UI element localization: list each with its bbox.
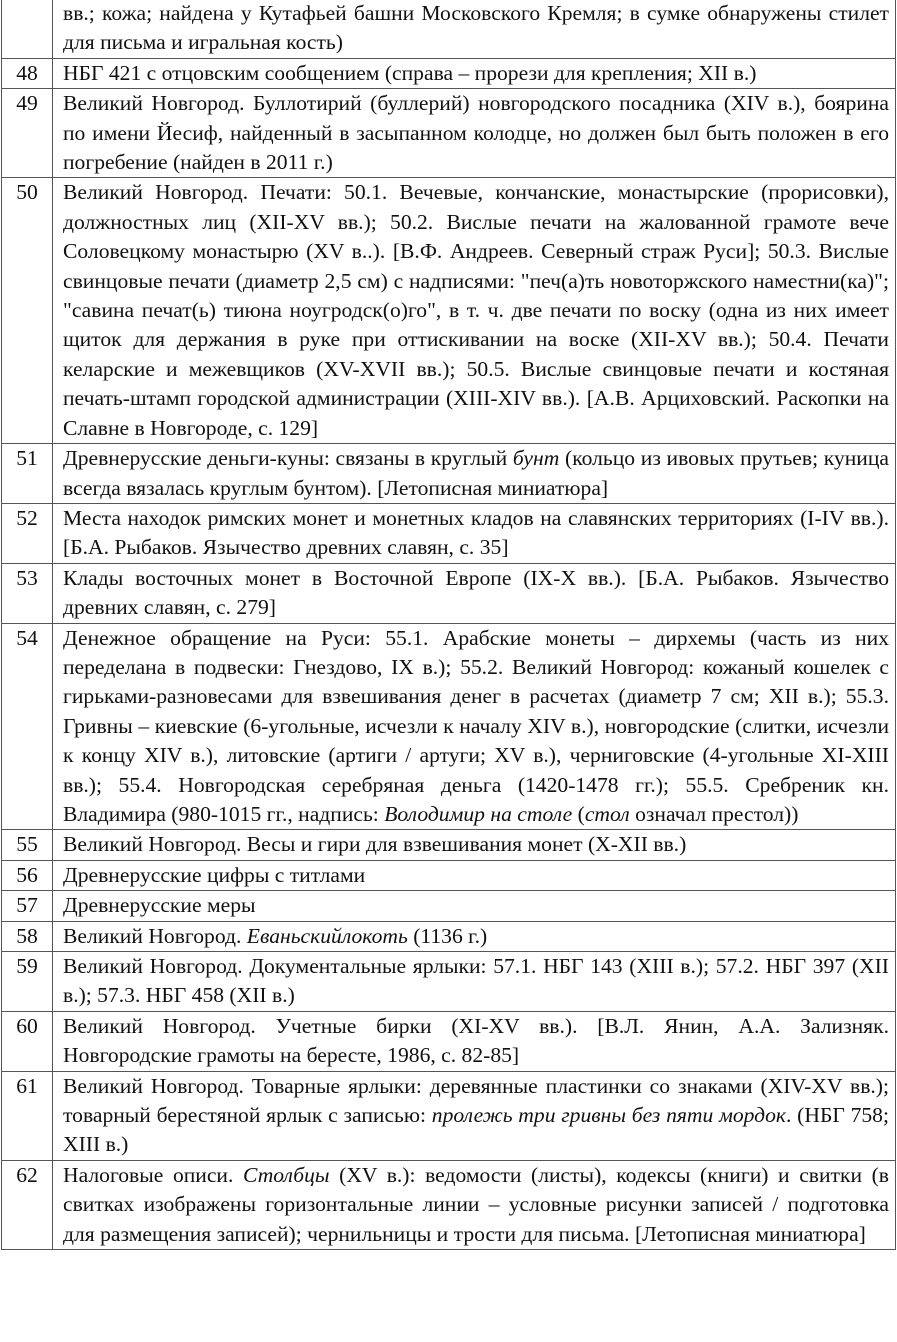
table-row [2,860,896,890]
description-cell [53,178,896,444]
row-number-cell: 58 [2,921,53,951]
description-cell [53,0,896,58]
description-text: ( [572,801,585,826]
italic-term: бунт [512,446,560,471]
description-text: (кольцо из ивовых прутьев; куница всегда вязалась круглым бунтом). [Летописная миниатюра] [63,446,889,500]
row-number-cell: 53 [2,563,53,623]
description-text: Денежное обращение на Руси: 55.1. Арабские монеты – дирхемы (часть из них переделана в подвески: Гнездово, IX в.); 55.2. Великий Новгород: кожаный кошелек с гирьками-разновесами для взвешивания денег в расчетах (диаметр 7 см; XII в.); 55.3. Гривны – киевские (6-угольные, исчезли к началу XIV в.), новгородские (слитки, исчезли к концу XIV в.), литовские (артиги / артуги; XV в.), черниговские (4-угольные XI-XIII вв.); 55.4. Новгородская серебряная деньга (1420-1478 гг.); 55.5. Сребреник кн. Владимира (980-1015 гг., надпись: [63,625,889,826]
row-number-cell: 52 [2,503,53,563]
description-text: Великий Новгород. Буллотирий (буллерий) новгородского посадника (XIV в.), боярина по имени Йесиф, найденный в засыпанном колодце, но должен был быть положен в его погребение (найден в 2011 г.) [63,91,889,175]
row-number-cell: 48 [2,58,53,88]
description-cell [53,623,896,830]
italic-term: пролежь три гривны без пяти мордок [431,1103,786,1128]
description-cell [53,503,896,563]
row-number-cell: 51 [2,444,53,504]
description-cell [53,860,896,890]
table-row [2,178,896,444]
description-cell [53,1011,896,1071]
description-text: Великий Новгород. Документальные ярлыки: 57.1. НБГ 143 (XIII в.); 57.2. НБГ 397 (XII в.); 57.3. НБГ 458 (XII в.) [63,954,889,1008]
row-number-cell: 56 [2,860,53,890]
table-row [2,58,896,88]
illustrations-table [1,0,896,1250]
description-text: Великий Новгород. Учетные бирки (XI-XV вв.). [В.Л. Янин, А.А. Зализняк. Новгородские грамоты на бересте, 1986, с. 82-85] [63,1013,889,1068]
description-text: Великий Новгород. Весы и гири для взвешивания монет (X-XII вв.) [63,832,687,857]
description-text: Великий Новгород. Печати: 50.1. Вечевые, кончанские, монастырские (прорисовки), должностных лиц (XII-XV вв.); 50.2. Вислые печати на жалованной грамоте вече Соловецкому монастырю (XV в..). [В.Ф. Андреев. Северный страж Руси]; 50.3. Вислые свинцовые печати (диаметр 2,5 см) с надписями: "печ(а)ть новоторжского наместни(ка)"; "савина печат(ь) тиюна ноугродск(о)го", в т. ч. две печати по воску (одна из них имеет щиток для держания в руке при оттискивании на воске (XII-XV вв.); 50.4. Печати келарские и межевщиков (XV-XVII вв.); 50.5. Вислые свинцовые печати и костяная печать-штамп городской администрации (XIII-XIV вв.). [А.В. Арциховский. Раскопки на Славне в Новгороде, с. 129] [63,180,889,440]
table-row [2,830,896,860]
description-text: (1136 г.) [407,923,488,948]
italic-term: Столбцы [243,1162,330,1187]
description-text: Великий Новгород. Товарные ярлыки: деревянные пластинки со знаками (XIV-XV вв.); товарный берестяной ярлык с записью: [63,1073,889,1128]
description-text: Налоговые описи. [63,1162,243,1187]
row-number-cell: 49 [2,89,53,178]
description-text: Клады восточных монет в Восточной Европе (IX-X вв.). [Б.А. Рыбаков. Язычество древних славян, с. 279] [63,565,889,620]
description-text: НБГ 421 с отцовским сообщением (справа – прорези для крепления; XII в.) [63,60,757,85]
description-cell [53,891,896,921]
row-number-cell: 61 [2,1071,53,1160]
description-text: Места находок римских монет и монетных кладов на славянских территориях (I-IV вв.). [Б.А. Рыбаков. Язычество древних славян, с. 35] [63,505,889,560]
row-number-cell: 62 [2,1160,53,1249]
table-body [2,0,896,1250]
row-number-cell: 50 [2,178,53,444]
description-text: (XV в.): ведомости (листы), кодексы (книги) и свитки (в свитках изображены горизонтальные линии – условные рисунки записей / подготовка для размещения записей); чернильницы и трости для письма. [Летописная миниатюра] [63,1162,889,1246]
description-text: Древнерусские деньги-куны: связаны в круглый [63,446,513,471]
table-row [2,503,896,563]
row-number-cell: 54 [2,623,53,830]
description-text: вв.; кожа; найдена у Кутафьей башни Московского Кремля; в сумке обнаружены стилет для письма и игральная кость) [63,1,889,55]
table-row [2,444,896,504]
row-number-cell: 60 [2,1011,53,1071]
description-text: Древнерусские цифры с титлами [63,862,366,887]
table-row [2,891,896,921]
description-cell [53,1160,896,1249]
row-number-cell [2,0,53,58]
table-row [2,1011,896,1071]
table-row [2,1160,896,1249]
italic-term: Володимир на столе [384,801,573,826]
description-text: означал престол)) [629,801,799,826]
table-row [2,0,896,58]
table-row [2,563,896,623]
table-row [2,921,896,951]
row-number-cell: 57 [2,891,53,921]
description-cell [53,1071,896,1160]
table-row [2,89,896,178]
description-cell [53,58,896,88]
description-cell [53,563,896,623]
table-row [2,952,896,1012]
description-text: . (НБГ 758; XIII в.) [63,1103,889,1157]
description-cell [53,921,896,951]
table-row [2,1071,896,1160]
description-text: Древнерусские меры [63,893,256,918]
description-cell [53,830,896,860]
description-text: Великий Новгород. [63,923,247,948]
row-number-cell: 59 [2,952,53,1012]
description-cell [53,89,896,178]
table-row [2,623,896,830]
row-number-cell: 55 [2,830,53,860]
italic-term: Еваньскийлокоть [246,923,408,948]
description-cell [53,444,896,504]
italic-term: стол [584,801,630,826]
description-cell [53,952,896,1012]
